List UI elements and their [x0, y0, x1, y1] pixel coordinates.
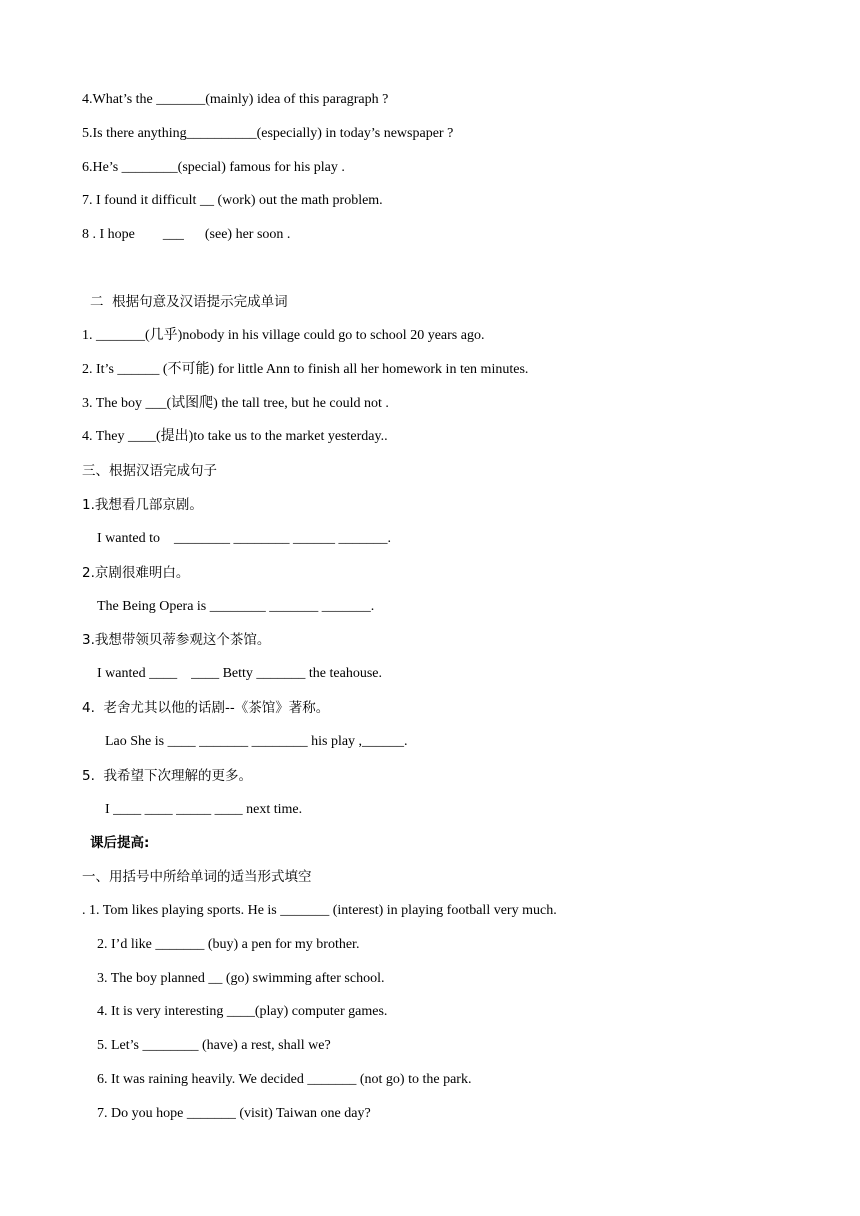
section-3-item-5-chinese: 5. 我希望下次理解的更多。: [82, 768, 252, 784]
section-3-item-2-english: The Being Opera is ________ _______ _______.: [97, 599, 375, 614]
after-class-section-title: 一、用括号中所给单词的适当形式填空: [82, 869, 312, 885]
exercise-item-5: 5.Is there anything__________(especially) in today’s newspaper ?: [82, 126, 454, 141]
exercise-item-8: 8 . I hope ___ (see) her soon .: [82, 227, 291, 242]
exercise-item-4: 4.What’s the _______(mainly) idea of this paragraph ?: [82, 92, 389, 107]
after-class-item-5: 5. Let’s ________ (have) a rest, shall we?: [97, 1038, 331, 1053]
after-class-item-7: 7. Do you hope _______ (visit) Taiwan one day?: [97, 1106, 371, 1121]
section-3-item-1-english: I wanted to ________ ________ ______ _______.: [97, 531, 391, 546]
section-3-item-4-chinese: 4. 老舍尤其以他的话剧--《茶馆》著称。: [82, 700, 330, 716]
section-3-title: 三、根据汉语完成句子: [82, 463, 217, 479]
exercise-item-6: 6.He’s ________(special) famous for his play .: [82, 160, 345, 175]
after-class-item-4: 4. It is very interesting ____(play) computer games.: [97, 1004, 388, 1019]
section-3-item-3-chinese: 3.我想带领贝蒂参观这个茶馆。: [82, 632, 271, 648]
section-3-item-2-chinese: 2.京剧很难明白。: [82, 565, 190, 581]
after-class-heading: 课后提高:: [90, 835, 150, 851]
section-3-item-4-english: Lao She is ____ _______ ________ his play ,______.: [105, 734, 408, 749]
section-2-item-1: 1. _______(几乎)nobody in his village could go to school 20 years ago.: [82, 328, 485, 343]
after-class-item-6: 6. It was raining heavily. We decided _______ (not go) to the park.: [97, 1072, 472, 1087]
exercise-item-7: 7. I found it difficult __ (work) out the math problem.: [82, 193, 383, 208]
section-2-title: 二 根据句意及汉语提示完成单词: [90, 294, 288, 310]
after-class-item-1: . 1. Tom likes playing sports. He is _______ (interest) in playing football very much.: [82, 903, 557, 918]
section-2-item-2: 2. It’s ______ (不可能) for little Ann to finish all her homework in ten minutes.: [82, 362, 529, 377]
section-3-item-3-english: I wanted ____ ____ Betty _______ the teahouse.: [97, 666, 383, 681]
section-3-item-1-chinese: 1.我想看几部京剧。: [82, 497, 203, 513]
section-3-item-5-english: I ____ ____ _____ ____ next time.: [105, 802, 303, 817]
after-class-item-2: 2. I’d like _______ (buy) a pen for my brother.: [97, 937, 360, 952]
section-2-item-3: 3. The boy ___(试图爬) the tall tree, but he could not .: [82, 396, 389, 411]
after-class-item-3: 3. The boy planned __ (go) swimming after school.: [97, 971, 385, 986]
section-2-item-4: 4. They ____(提出)to take us to the market yesterday..: [82, 429, 388, 444]
